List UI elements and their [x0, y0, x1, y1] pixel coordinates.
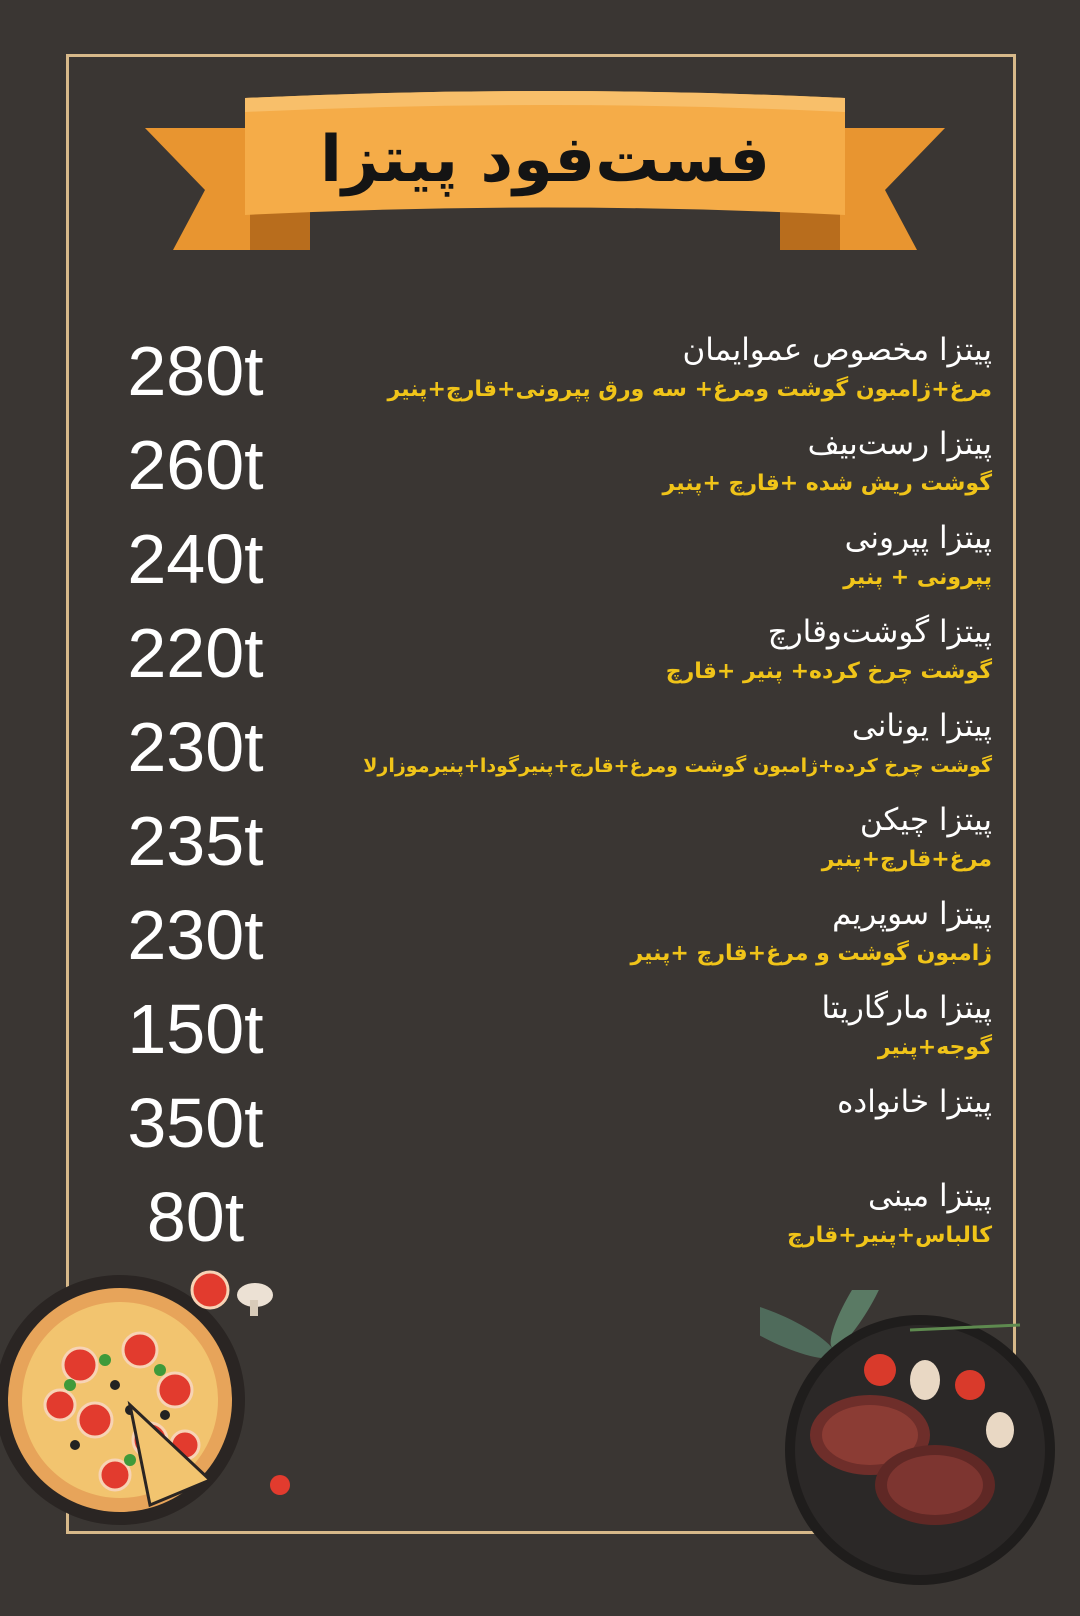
item-ingredients: گوشت چرخ کرده+ پنیر +قارچ: [665, 659, 992, 684]
page-title: فست‌فود پیتزا: [320, 123, 770, 197]
item-price: 230t: [127, 896, 264, 974]
item-name: پیتزا رست‌بیف: [807, 426, 992, 462]
item-price: 350t: [127, 1084, 264, 1162]
steak-plate-illustration: [760, 1290, 1080, 1616]
pizza-illustration: [0, 1270, 300, 1570]
item-name: پیتزا مارگاریتا: [821, 990, 992, 1026]
item-ingredients: گوجه+پنیر: [877, 1035, 992, 1060]
item-name: پیتزا گوشت‌وقارچ: [767, 614, 992, 650]
item-name: پیتزا یونانی: [851, 708, 992, 744]
item-price: 80t: [146, 1178, 245, 1256]
item-name: پیتزا مینی: [867, 1178, 992, 1214]
item-price: 280t: [127, 332, 264, 410]
item-name: پیتزا خانواده: [837, 1084, 992, 1120]
item-name: پیتزا سوپریم: [832, 896, 992, 932]
item-ingredients: گوشت ریش شده +قارچ +پنیر: [662, 471, 992, 496]
item-price: 220t: [127, 614, 264, 692]
item-name: پیتزا چیکن: [859, 802, 992, 838]
item-ingredients: گوشت چرخ کرده+ژامبون گوشت ومرغ+قارچ+پنیرگودا+پنیرموزارلا: [363, 755, 992, 777]
item-ingredients: مرغ+قارچ+پنیر: [821, 847, 992, 872]
item-price: 235t: [127, 802, 264, 880]
title-banner: [145, 90, 945, 270]
item-ingredients: ژامبون گوشت و مرغ+قارچ +پنیر: [630, 941, 992, 966]
item-price: 240t: [127, 520, 264, 598]
item-name: پیتزا پپرونی: [844, 520, 992, 556]
item-ingredients: مرغ+ژامبون گوشت ومرغ+ سه ورق پپرونی+قارچ+پنیر: [387, 377, 992, 402]
item-price: 230t: [127, 708, 264, 786]
item-price: 150t: [127, 990, 264, 1068]
item-price: 260t: [127, 426, 264, 504]
item-name: پیتزا مخصوص عموایمان: [682, 332, 992, 368]
item-ingredients: پپرونی + پنیر: [843, 565, 992, 590]
item-ingredients: کالباس+پنیر+قارچ: [787, 1223, 992, 1248]
